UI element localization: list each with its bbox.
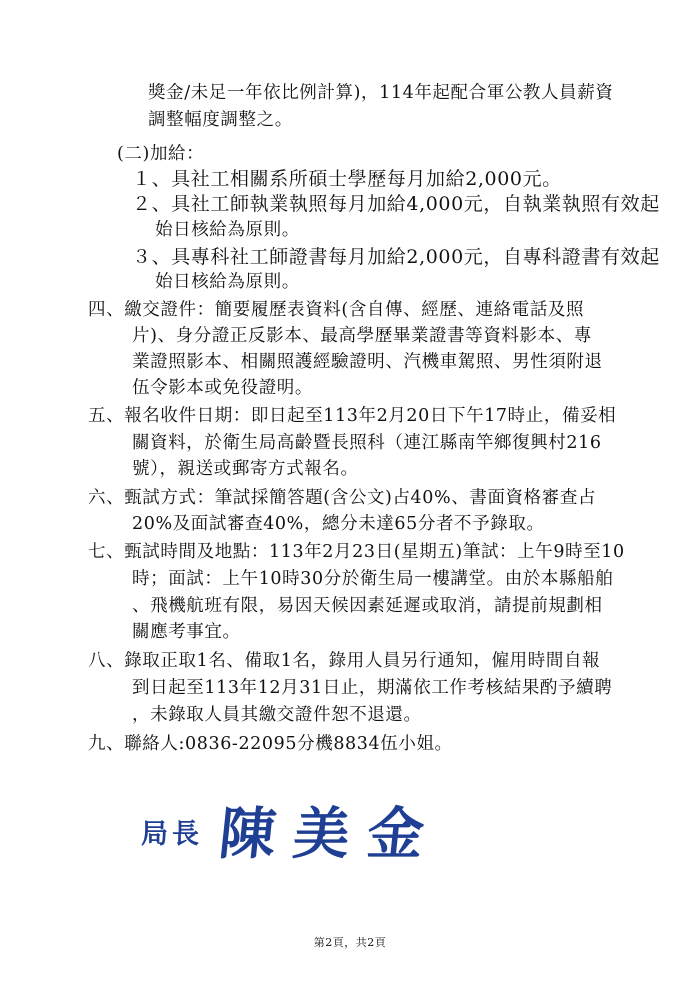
text-line: 號），親送或郵寄方式報名。	[132, 459, 359, 479]
section-item: 六、甄試方式：筆試採簡答題(含公文)占40%、書面資格審查占	[88, 488, 597, 508]
text-line: 到日起至113年12月31日止，期滿依工作考核結果酌予續聘	[132, 678, 613, 698]
section-item: 八、錄取正取1名、備取1名，錄用人員另行通知，僱用時間自報	[88, 651, 601, 671]
text-line: 、飛機航班有限，易因天候因素延遲或取消，請提前規劃相	[132, 596, 603, 616]
page-number: 第2頁，共2頁	[313, 936, 387, 949]
text-line: 片)、身分證正反影本、最高學歷畢業證書等資料影本、專	[132, 326, 592, 346]
section-item: 七、甄試時間及地點：113年2月23日(星期五)筆試：上午9時至10	[88, 542, 625, 562]
text-line: 始日核給為原則。	[155, 272, 300, 292]
text-line: 關資料，於衛生局高齡暨長照科（連江縣南竿鄉復興村216	[132, 433, 602, 453]
text-line: 伍令影本或免役證明。	[132, 378, 313, 398]
section-item: 四、繳交證件：簡要履歷表資料(含自傳、經歷、連絡電話及照	[88, 300, 585, 320]
text-line: 業證照影本、相關照護經驗證明、汽機車駕照、男性須附退	[132, 352, 603, 372]
text-line: 20%及面試審查40%，總分未達65分者不予錄取。	[132, 514, 545, 534]
text-line: 調整幅度調整之。	[148, 110, 293, 130]
signature-stamp: 陳美金	[216, 801, 446, 867]
list-item: ２、具社工師執業執照每月加給4,000元，自執業執照有效起	[132, 193, 660, 215]
text-line: ，未錄取人員其繳交證件恕不退還。	[132, 705, 422, 725]
list-item: １、具社工相關系所碩士學歷每月加給2,000元。	[132, 168, 562, 190]
text-line: 關應考事宜。	[132, 622, 241, 642]
list-item: ３、具專科社工師證書每月加給2,000元，自專科證書有效起	[132, 246, 660, 268]
section-item: 五、報名收件日期：即日起至113年2月20日下午17時止，備妥相	[88, 406, 617, 426]
signature-title: 局長	[141, 819, 203, 850]
text-line: 時；面試：上午10時30分於衛生局一樓講堂。由於本縣船舶	[132, 569, 614, 589]
section-item: 九、聯絡人:0836-22095分機8834伍小姐。	[88, 734, 453, 754]
section-heading: (二)加給：	[117, 144, 205, 164]
text-line: 獎金/未足一年依比例計算)，114年起配合軍公教人員薪資	[148, 83, 614, 103]
text-line: 始日核給為原則。	[155, 220, 300, 240]
